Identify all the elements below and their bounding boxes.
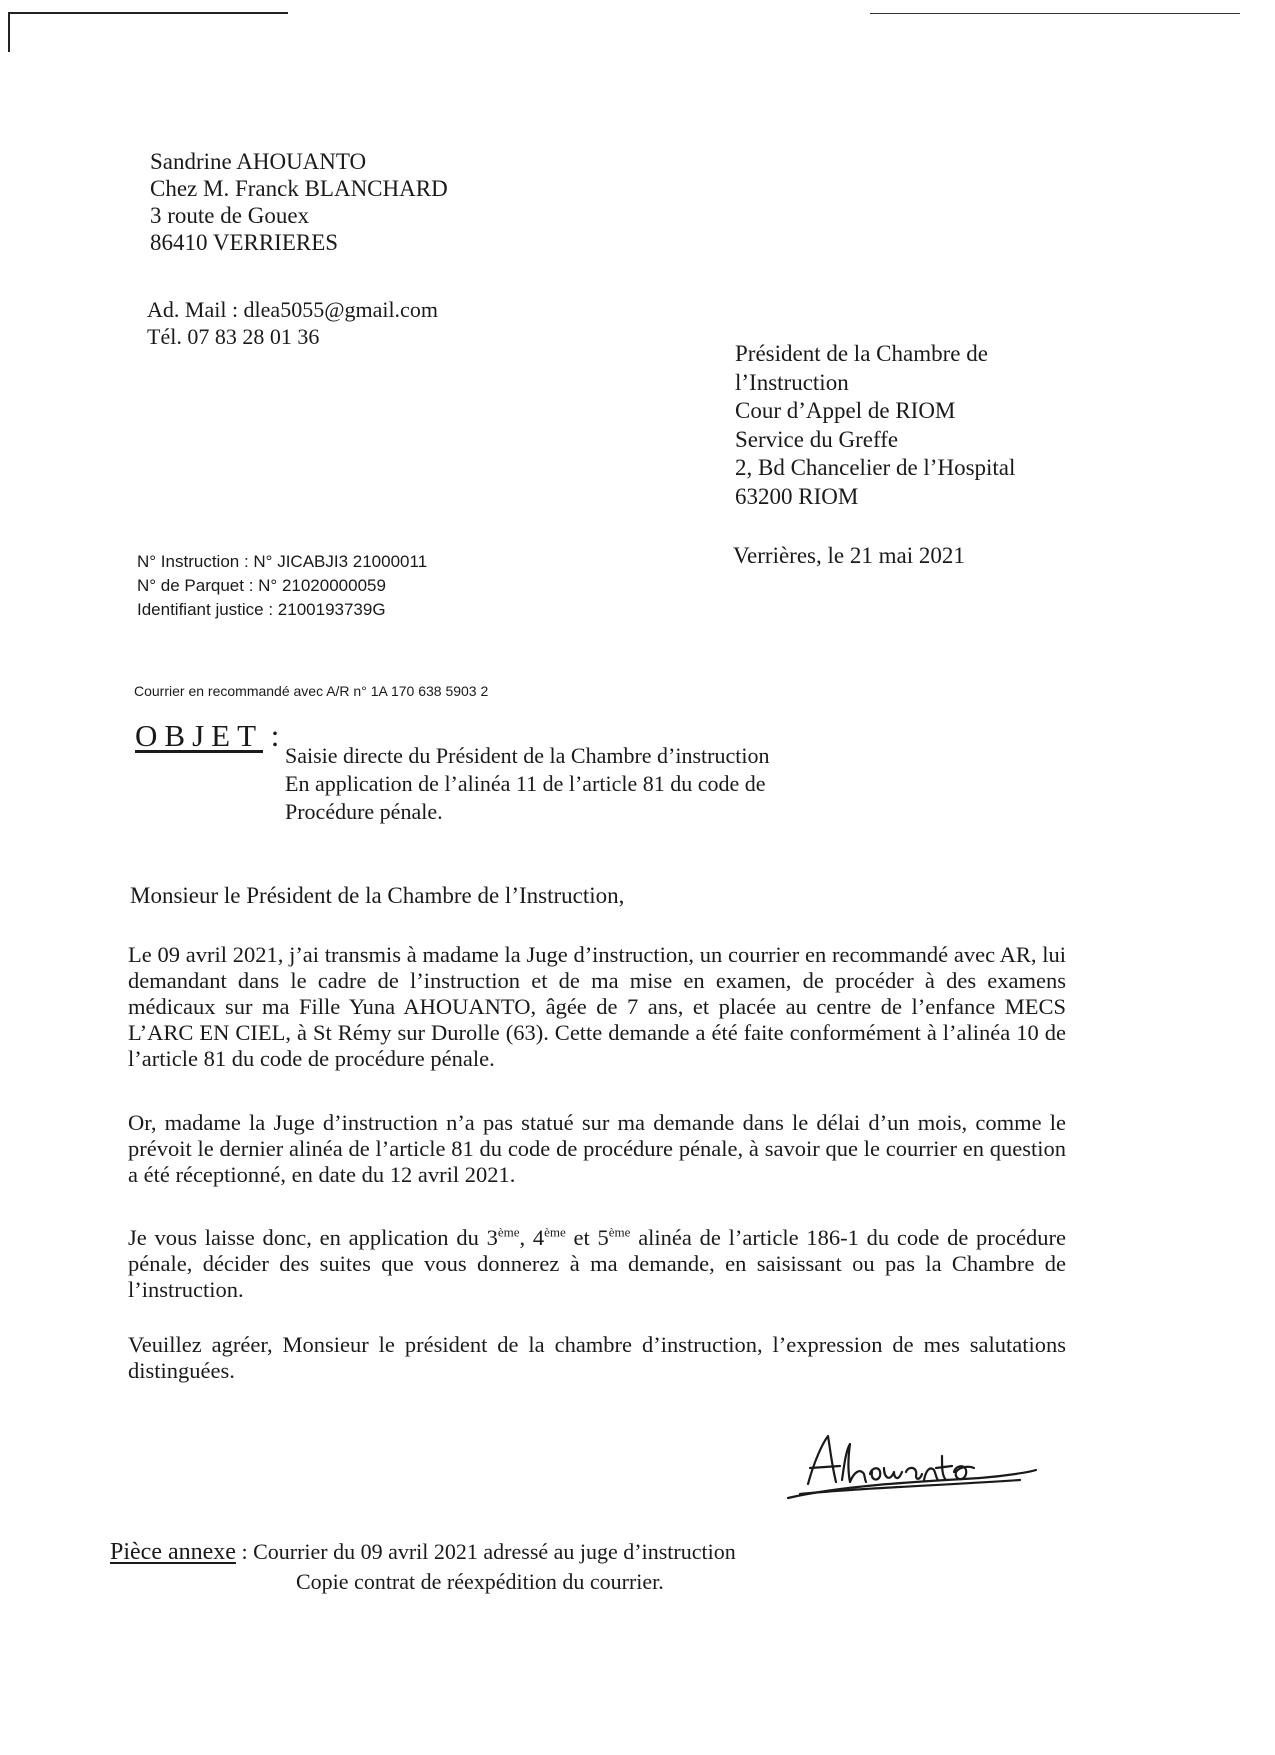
objet-line-1: Saisie directe du Président de la Chambre d’instruction <box>285 743 770 768</box>
sender-address <box>150 148 448 256</box>
p3-sup-1: ème <box>497 1224 520 1240</box>
sender-contact <box>147 296 438 350</box>
body-paragraph-3 <box>128 1225 1066 1303</box>
p3-sup-2: ème <box>544 1224 566 1240</box>
case-references <box>137 550 427 622</box>
sender-name: Sandrine AHOUANTO <box>150 149 367 174</box>
paragraph-text <box>128 1225 1066 1303</box>
recipient-address <box>735 340 1015 511</box>
sender-phone: Tél. 07 83 28 01 36 <box>147 324 320 349</box>
p3-sup-3: ème <box>608 1224 631 1240</box>
ref-parquet: N° de Parquet : N° 21020000059 <box>137 576 386 595</box>
recipient-line-6: 63200 RIOM <box>735 483 859 509</box>
paragraph-text: Veuillez agréer, Monsieur le président de la chambre d’instruction, l’expression de mes salutations distinguées. <box>128 1332 1066 1383</box>
annex-label: Pièce annexe <box>110 1539 236 1565</box>
objet-label: OBJET <box>135 718 263 753</box>
objet-heading <box>135 718 279 754</box>
sender-email: Ad. Mail : dlea5055@gmail.com <box>147 297 438 322</box>
scan-edge-left <box>8 12 10 52</box>
annex-section <box>110 1537 736 1597</box>
ref-instruction: N° Instruction : N° JICABJI3 21000011 <box>137 552 428 571</box>
scan-edge-top-right <box>870 13 1240 14</box>
scan-edge-top-left <box>8 12 288 14</box>
p3-part-a: Je vous laisse donc, en application du 3 <box>128 1225 498 1250</box>
salutation: Monsieur le Président de la Chambre de l’Instruction, <box>130 883 625 908</box>
recipient-line-4: Service du Greffe <box>735 426 899 452</box>
annex-first-line <box>110 1537 736 1567</box>
objet-line-2: En application de l’alinéa 11 de l’article 81 du code de <box>285 771 766 796</box>
recipient-line-1: Président de la Chambre de <box>735 341 988 366</box>
p3-part-b: , 4 <box>519 1225 545 1250</box>
annex-item-2: Copie contrat de réexpédition du courrier. <box>296 1569 664 1594</box>
handwritten-signature <box>770 1422 1040 1507</box>
place-date: Verrières, le 21 mai 2021 <box>733 543 965 568</box>
recipient-line-2: l’Instruction <box>735 369 849 395</box>
annex-item-1: Courrier du 09 avril 2021 adressé au juge d’instruction <box>253 1539 736 1564</box>
recipient-line-5: 2, Bd Chancelier de l’Hospital <box>735 455 1016 480</box>
sender-city: 86410 VERRIERES <box>150 230 339 255</box>
recipient-line-3: Cour d’Appel de RIOM <box>735 398 956 423</box>
p3-part-d: alinéa de l’article 186-1 du code de procédure pénale, décider des suites que vous donnerez à ma demande, en saisissant ou pas la Chambre de l’instruction. <box>128 1225 1067 1302</box>
p3-part-c: et 5 <box>565 1225 609 1250</box>
sender-street: 3 route de Gouex <box>150 203 310 228</box>
body-paragraph-2 <box>128 1110 1066 1188</box>
annex-colon: : <box>235 1539 254 1564</box>
body-paragraph-4 <box>128 1332 1066 1384</box>
objet-text <box>285 742 769 826</box>
registered-mail-note: Courrier en recommandé avec A/R n° 1A 170 638 5903 2 <box>134 683 489 699</box>
paragraph-text: Le 09 avril 2021, j’ai transmis à madame la Juge d’instruction, un courrier en recommandé avec AR, lui demandant dans le cadre de l’instruction et de ma mise en examen, de procéder à des examens médicaux sur ma Fille Yuna AHOUANTO, âgée de 7 ans, et placée au centre de l’enfance MECS L’ARC EN CIEL, à St Rémy sur Durolle (63). Cette demande a été faite conformément à l’alinéa 10 de l’article 81 du code de procédure pénale. <box>128 942 1066 1071</box>
ref-identifiant: Identifiant justice : 2100193739G <box>137 600 386 619</box>
sender-care-of: Chez M. Franck BLANCHARD <box>150 176 448 201</box>
objet-colon: : <box>263 718 280 753</box>
body-paragraph-1 <box>128 942 1066 1072</box>
paragraph-text: Or, madame la Juge d’instruction n’a pas statué sur ma demande dans le délai d’un mois, comme le prévoit le dernier alinéa de l’article 81 du code de procédure pénale, à savoir que le courrier en question a été réceptionné, en date du 12 avril 2021. <box>128 1110 1066 1187</box>
objet-line-3: Procédure pénale. <box>285 799 443 824</box>
